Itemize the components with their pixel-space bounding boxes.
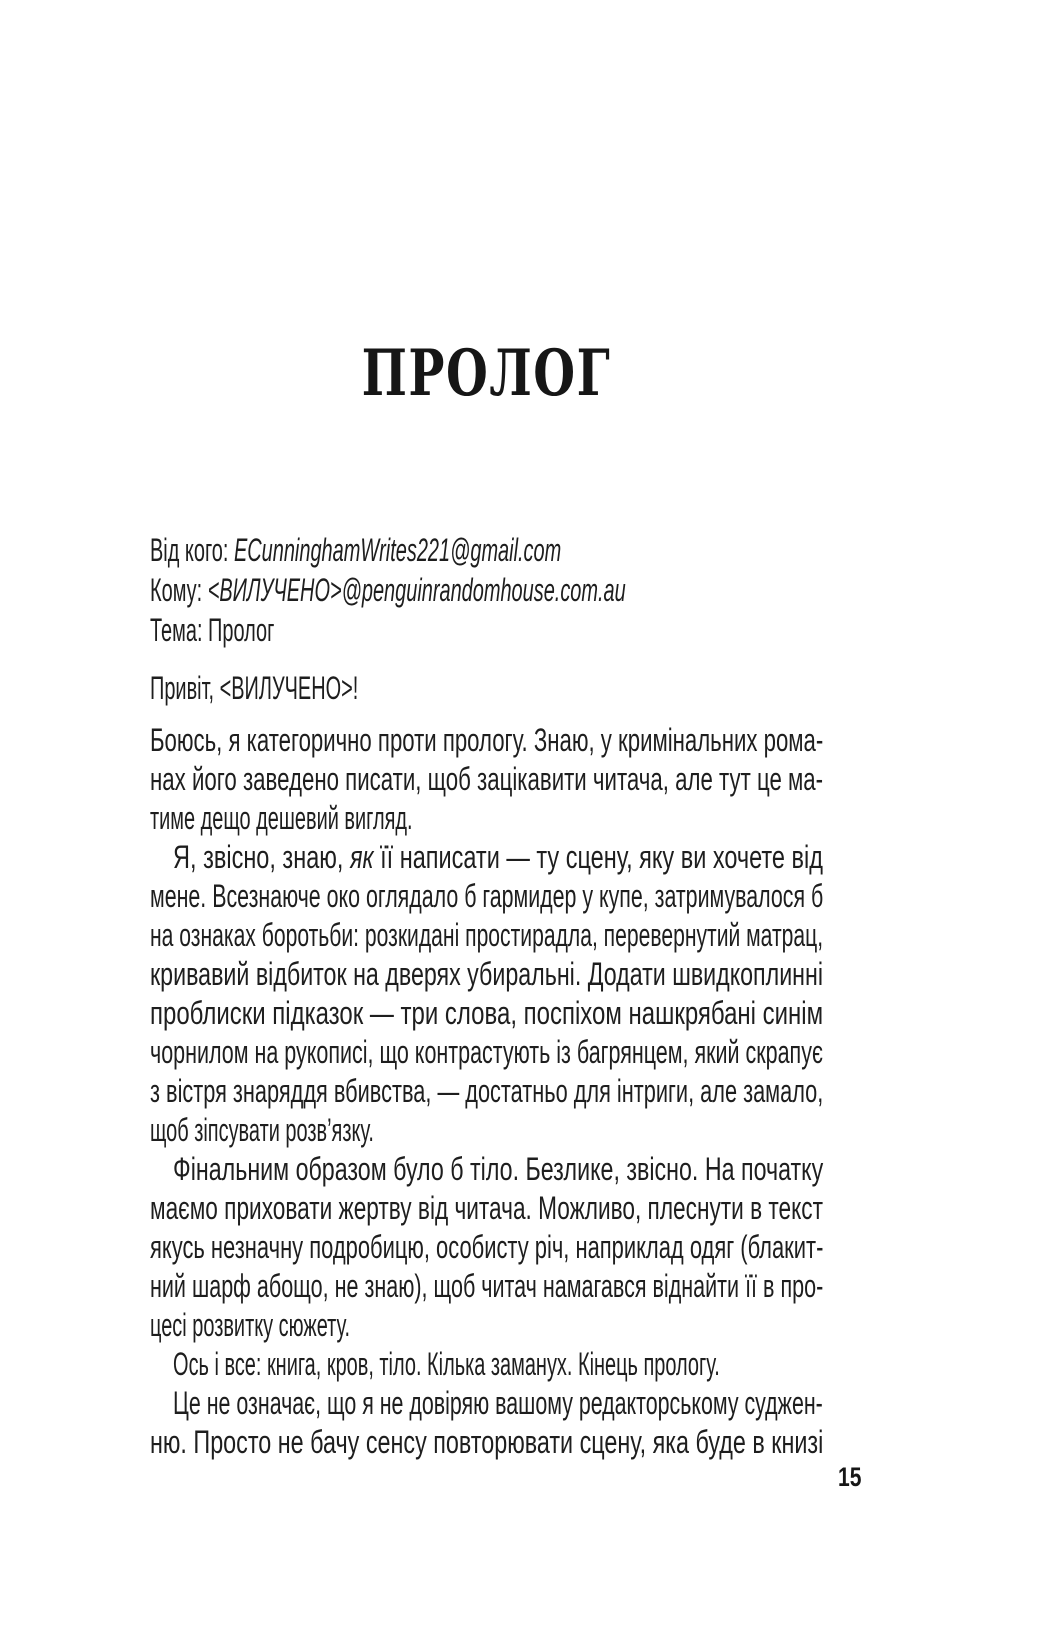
paragraph	[150, 838, 823, 1150]
paragraph	[150, 721, 823, 838]
body-line	[150, 955, 823, 994]
paragraph	[150, 1345, 823, 1384]
page-number: 15	[838, 1462, 862, 1492]
text-segment: Від кого:	[150, 532, 234, 568]
body-line	[150, 994, 823, 1033]
italic-text-segment: як	[349, 839, 374, 875]
text-segment: чорнилом на рукописі, що контрастують із багрянцем, який скрапує	[150, 1034, 823, 1070]
greeting	[150, 668, 823, 708]
body-line	[150, 1072, 823, 1111]
text-segment: Ось і все: книга, кров, тіло. Кілька заманух. Кінець прологу.	[173, 1346, 720, 1382]
text-segment: Це не означає, що я не довіряю вашому редакторському суджен-	[173, 1385, 823, 1421]
text-segment: Фінальним образом було б тіло. Безлике, звісно. На початку	[173, 1151, 824, 1187]
body-line	[150, 916, 823, 955]
paragraph	[150, 1384, 823, 1462]
text-segment: Кому:	[150, 572, 208, 608]
body-line	[150, 721, 823, 760]
text-segment: на ознаках боротьби: розкидані простирадла, перевернутий матрац,	[150, 917, 824, 953]
text-segment: мене. Всезнаюче око оглядало б гармидер у купе, затримувалося б	[150, 878, 824, 914]
text-segment: Привіт, <ВИЛУЧЕНО>!	[150, 670, 359, 706]
body-line	[150, 1033, 823, 1072]
text-segment: Тема: Пролог	[150, 612, 275, 648]
text-segment: щоб зіпсувати розв’язку.	[150, 1112, 374, 1148]
body-line	[150, 1345, 823, 1384]
text-segment: Я, звісно, знаю,	[173, 839, 350, 875]
email-header-line	[150, 610, 823, 650]
body-line	[150, 1306, 823, 1345]
email-header-line	[150, 570, 823, 610]
text-segment: проблиски підказок — три слова, поспіхом нашкрябані синім	[150, 995, 824, 1031]
italic-text-segment: ECunninghamWrites221@gmail.com	[233, 532, 562, 568]
body-line	[150, 1111, 823, 1150]
chapter-title: ПРОЛОГ	[361, 336, 612, 411]
body-line	[150, 838, 823, 877]
email-header-line	[150, 530, 823, 570]
text-segment: її написати — ту сцену, яку ви хочете від	[373, 839, 823, 875]
body-line	[150, 1384, 823, 1423]
body-line	[150, 1267, 823, 1306]
italic-text-segment: <ВИЛУЧЕНО>@penguinrandomhouse.com.au	[207, 572, 626, 608]
body-line	[150, 1150, 823, 1189]
text-segment: ний шарф абощо, не знаю), щоб читач намагався віднайти її в про-	[150, 1268, 824, 1304]
chapter-title-wrap	[150, 336, 823, 411]
email-header	[150, 530, 823, 650]
body-line	[150, 1423, 823, 1462]
text-segment: ню. Просто не бачу сенсу повторювати сцену, яка буде в книзі	[150, 1424, 824, 1460]
body-line	[150, 877, 823, 916]
body-line	[150, 799, 823, 838]
text-segment: кривавий відбиток на дверях убиральні. Додати швидкоплинні	[150, 956, 823, 992]
text-segment: нах його заведено писати, щоб зацікавити читача, але тут це ма-	[150, 761, 824, 797]
text-segment: цесі розвитку сюжету.	[150, 1307, 351, 1343]
body-text	[150, 721, 823, 1462]
text-segment: тиме дещо дешевий вигляд.	[150, 800, 413, 836]
paragraph	[150, 1150, 823, 1345]
text-segment: Боюсь, я категорично проти прологу. Знаю, у кримінальних рома-	[150, 722, 824, 758]
body-line	[150, 760, 823, 799]
text-segment: якусь незначну подробицю, особисту річ, наприклад одяг (блакит-	[150, 1229, 824, 1265]
text-segment: маємо приховати жертву від читача. Можливо, плеснути в текст	[150, 1190, 824, 1226]
text-segment: з вістря знаряддя вбивства, — достатньо для інтриги, але замало,	[150, 1073, 824, 1109]
body-line	[150, 1189, 823, 1228]
page-text-column	[150, 530, 823, 1462]
greeting-line	[150, 668, 823, 708]
body-line	[150, 1228, 823, 1267]
